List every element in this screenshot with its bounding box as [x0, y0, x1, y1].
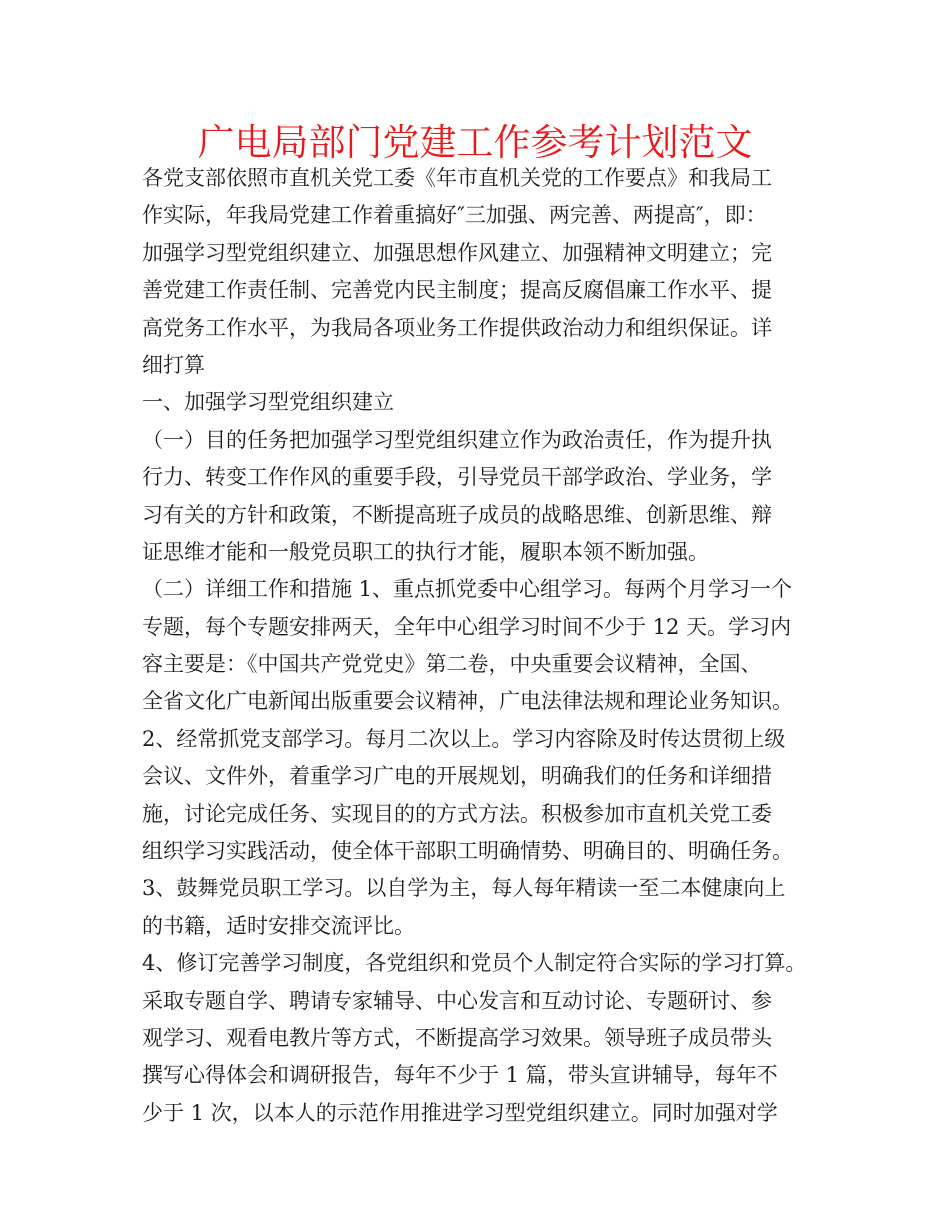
- body-line: （一）目的任务把加强学习型党组织建立作为政治责任，作为提升执: [142, 427, 772, 452]
- body-line: 专题，每个专题安排两天，全年中心组学习时间不少于 12 天。学习内: [142, 614, 792, 639]
- body-line: 加强学习型党组织建立、加强思想作风建立、加强精神文明建立；完: [142, 240, 772, 265]
- body-line: 采取专题自学、聘请专家辅导、中心发言和互动讨论、专题研讨、参: [142, 988, 772, 1013]
- body-line: 善党建工作责任制、完善党内民主制度；提高反腐倡廉工作水平、提: [142, 278, 772, 303]
- body-line: 习有关的方针和政策，不断提高班子成员的战略思维、创新思维、辩: [142, 502, 772, 527]
- body-line: 高党务工作水平，为我局各项业务工作提供政治动力和组织保证。详: [142, 315, 772, 340]
- body-line: 3、鼓舞党员职工学习。以自学为主，每人每年精读一至二本健康向上: [142, 876, 786, 901]
- body-line: （二）详细工作和措施 1、重点抓党委中心组学习。每两个月学习一个: [142, 577, 793, 602]
- body-line: 全省文化广电新闻出版重要会议精神，广电法律法规和理论业务知识。: [142, 689, 793, 714]
- document-body: [142, 160, 822, 1132]
- body-line: 细打算: [142, 352, 205, 377]
- body-line: 的书籍，适时安排交流评比。: [142, 913, 415, 938]
- body-line: 4、修订完善学习制度，各党组织和党员个人制定符合实际的学习打算。: [142, 951, 807, 976]
- body-line: 观学习、观看电教片等方式，不断提高学习效果。领导班子成员带头: [142, 1025, 772, 1050]
- body-line: 各党支部依照市直机关党工委《年市直机关党的工作要点》和我局工: [142, 166, 772, 190]
- body-line: 少于 1 次，以本人的示范作用推进学习型党组织建立。同时加强对学: [142, 1100, 778, 1125]
- body-line: 组织学习实践活动，使全体干部职工明确情势、明确目的、明确任务。: [142, 839, 793, 864]
- document-title: 广电局部门党建工作参考计划范文: [197, 121, 753, 164]
- body-line: 会议、文件外，着重学习广电的开展规划，明确我们的任务和详细措: [142, 764, 772, 789]
- body-line: 证思维才能和一般党员职工的执行才能，履职本领不断加强。: [142, 539, 709, 564]
- body-line: 2、经常抓党支部学习。每月二次以上。学习内容除及时传达贯彻上级: [142, 726, 786, 751]
- body-line: 撰写心得体会和调研报告，每年不少于 1 篇，带头宣讲辅导，每年不: [142, 1063, 778, 1088]
- body-line: 施，讨论完成任务、实现目的的方式方法。积极参加市直机关党工委: [142, 801, 772, 826]
- body-line: 行力、转变工作作风的重要手段，引导党员干部学政治、学业务，学: [142, 465, 772, 490]
- body-line: 一、加强学习型党组织建立: [142, 390, 394, 415]
- body-line: 容主要是：《中国共产党党史》第二卷，中央重要会议精神，全国、: [142, 652, 762, 677]
- body-line: 作实际，年我局党建工作着重搞好″三加强、两完善、两提高″，即：: [142, 203, 767, 228]
